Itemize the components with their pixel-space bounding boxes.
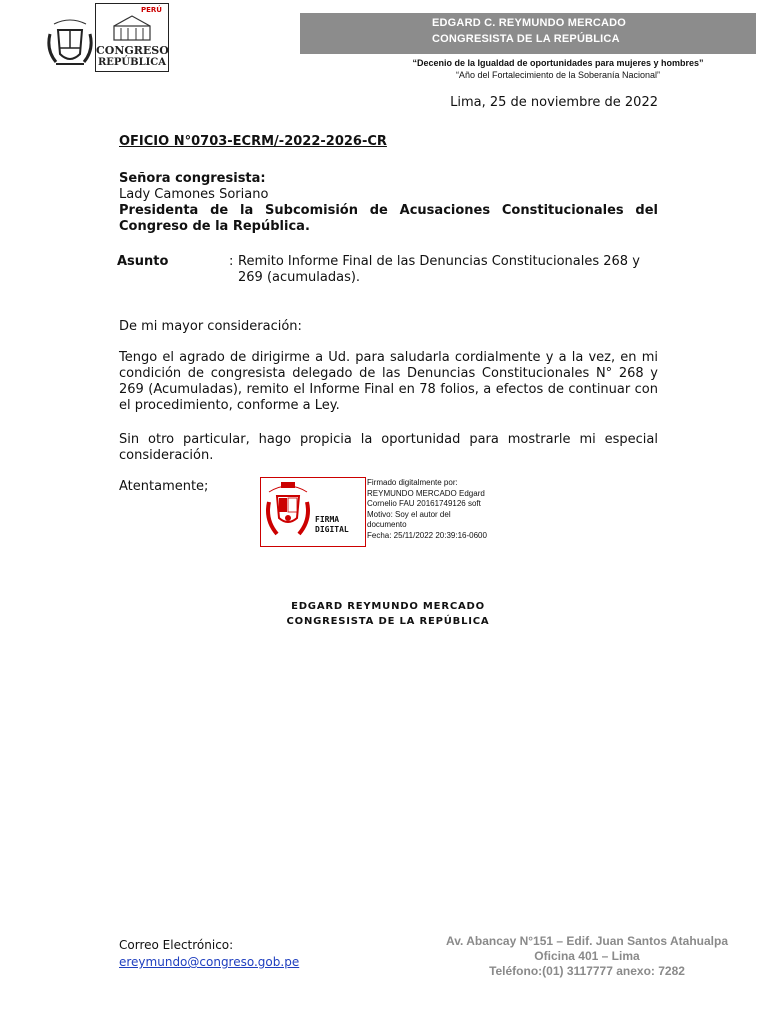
signer-role: CONGRESISTA DE LA REPÚBLICA (286, 616, 490, 627)
recipient-block (119, 171, 658, 235)
firma-digital-label: FIRMA DIGITAL (315, 515, 349, 534)
address-line: Oficina 401 – Lima (534, 949, 640, 963)
signature-line: Motivo: Soy el autor del (367, 509, 451, 519)
peru-shield-icon (263, 480, 313, 542)
header-role: CONGRESISTA DE LA REPÚBLICA (432, 33, 620, 45)
asunto-label: Asunto (117, 254, 169, 269)
address-block (422, 934, 752, 979)
asunto-text: Remito Informe Final de las Denuncias Constitucionales 268 y 269 (acumuladas). (238, 254, 640, 285)
closing: Atentamente; (119, 479, 209, 494)
peru-coat-of-arms-icon (46, 14, 94, 70)
signature-line: REYMUNDO MERCADO Edgard (367, 488, 485, 498)
salutation-title: Señora congresista: (119, 171, 266, 186)
anio-text: “Año del Fortalecimiento de la Soberanía Nacional” (455, 70, 661, 80)
oficio-number: OFICIO N°0703-ECRM/-2022-2026-CR (119, 134, 387, 149)
logo-word-congreso: CONGRESO (96, 44, 169, 57)
greeting: De mi mayor consideración: (119, 319, 302, 334)
signature-line: documento (367, 520, 407, 530)
congreso-logo (95, 3, 169, 72)
address-line: Av. Abancay N°151 – Edif. Juan Santos Atahualpa (446, 934, 728, 948)
address-line: Teléfono:(01) 3117777 anexo: 7282 (489, 964, 685, 978)
letter-date: Lima, 25 de noviembre de 2022 (450, 95, 658, 110)
paragraph-2: Sin otro particular, hago propicia la oportunidad para mostrarle mi especial consideración. (119, 432, 658, 463)
signature-line: Firmado digitalmente por: (367, 478, 458, 487)
congress-building-icon (112, 14, 152, 42)
recipient-name: Lady Camones Soriano (119, 187, 269, 202)
logo-word-republica: REPÚBLICA (97, 57, 167, 68)
signature-line: Cornelio FAU 20161749126 soft (367, 499, 481, 509)
signature-details (367, 478, 517, 542)
paragraph-1: Tengo el agrado de dirigirme a Ud. para saludarla cordialmente y a la vez, en mi condición de congresista delegado de las Denuncias Constitucionales N° 268 y 269 (Acumuladas), remito el Informe Final en 78 folios, a efectos de continuar con el procedimiento, conforme a Ley. (119, 350, 658, 413)
header-band (300, 13, 756, 54)
decenio-text: “Decenio de la Igualdad de oportunidades para mujeres y hombres” (412, 58, 704, 68)
signer-name: EDGARD REYMUNDO MERCADO (291, 601, 485, 612)
email-label: Correo Electrónico: (119, 938, 234, 952)
header-name: EDGARD C. REYMUNDO MERCADO (432, 17, 627, 29)
email-link[interactable]: ereymundo@congreso.gob.pe (119, 955, 300, 969)
official-year-names (378, 57, 738, 81)
recipient-role: Presidenta de la Subcomisión de Acusaciones Constitucionales del Congreso de la República. (119, 203, 658, 234)
logo-country-label: PERÚ (141, 6, 162, 14)
signature-line: Fecha: 25/11/2022 20:39:16-0600 (367, 530, 487, 540)
asunto-colon: : (229, 254, 234, 269)
digital-signature-stamp (260, 477, 366, 547)
